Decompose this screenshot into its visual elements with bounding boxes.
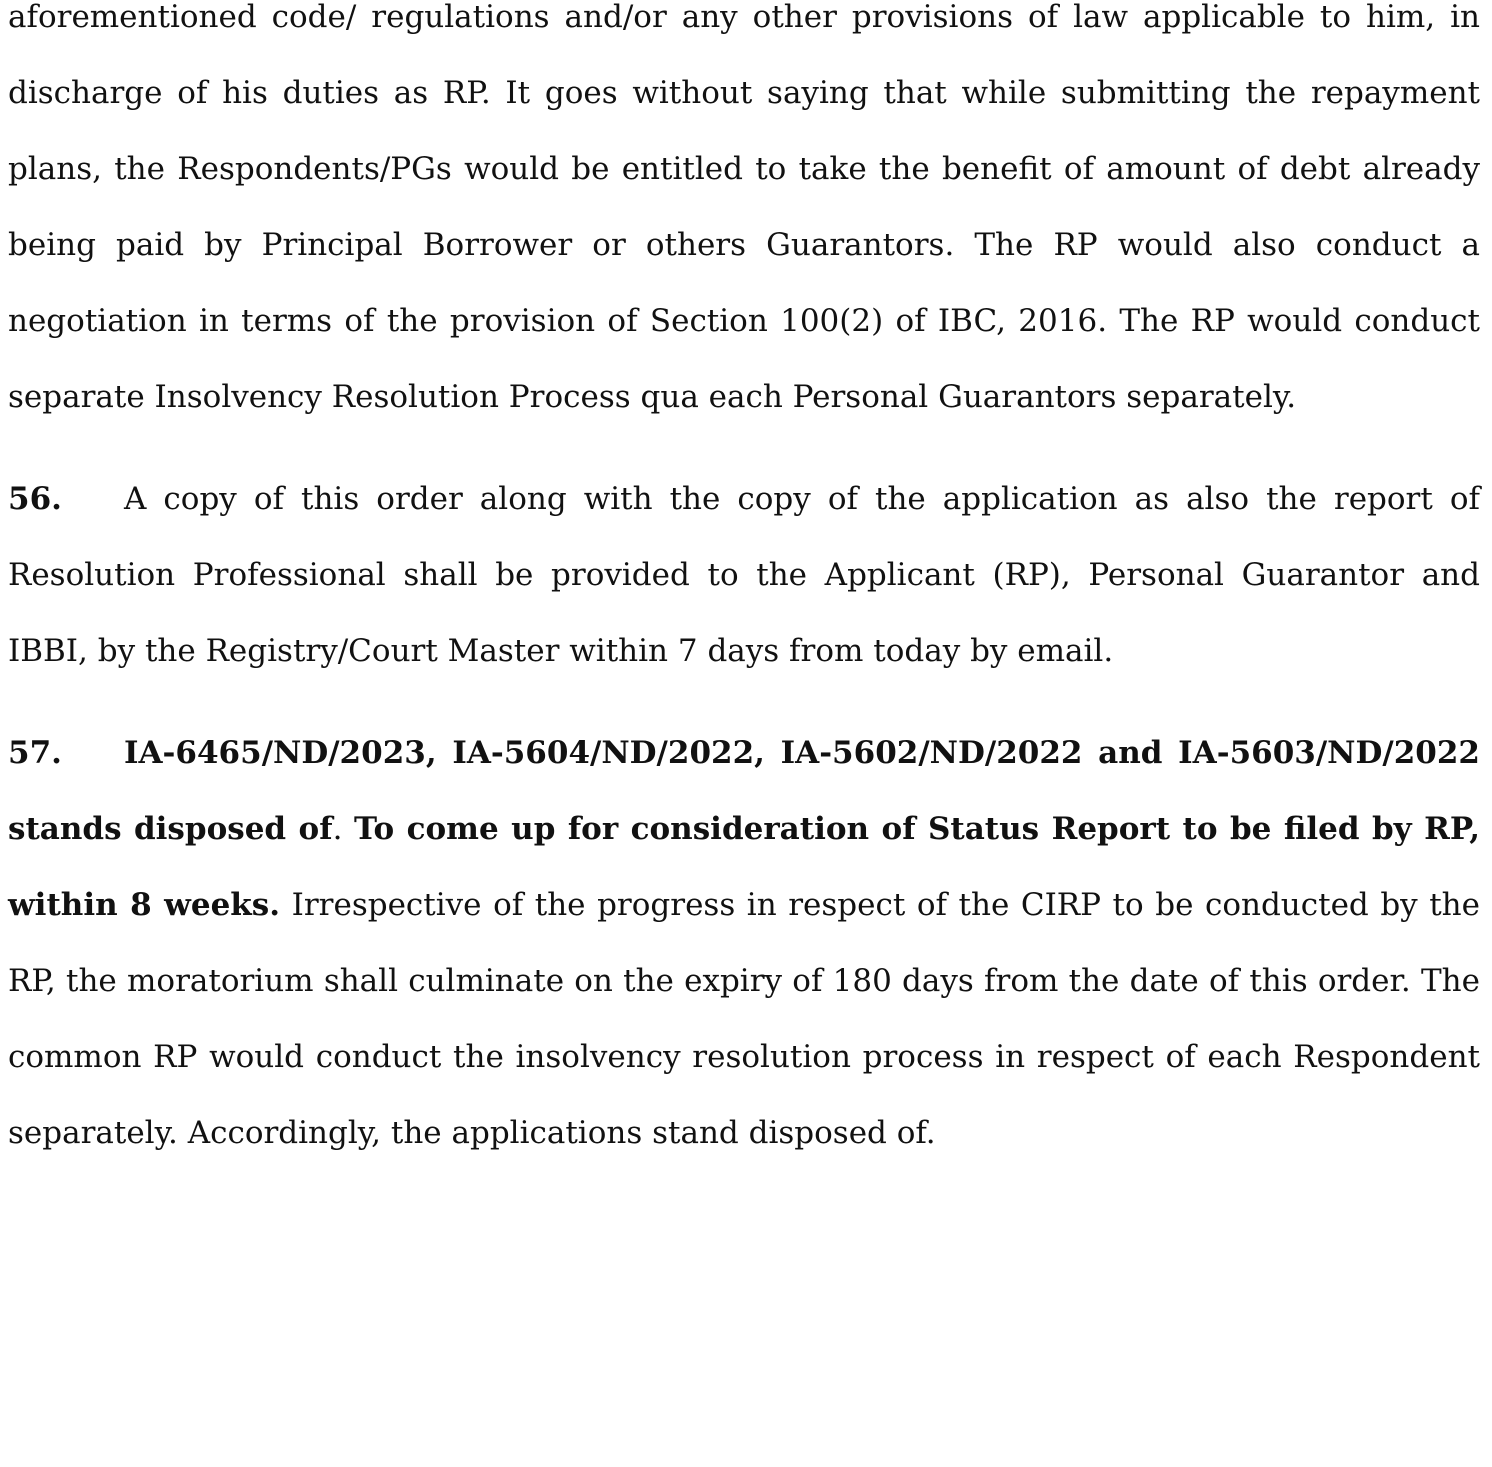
paragraph-57 [8, 715, 1480, 1171]
paragraph-57-period: . [332, 811, 343, 847]
paragraph-gap [8, 435, 1480, 461]
paragraph-57-bold-cases: IA-6465/ND/2023, IA-5604/ND/2022, IA-5602/ND/2022 and IA-5603/ND/2022 stands disposed of [8, 735, 1480, 847]
paragraph-56-text: A copy of this order along with the copy of the application as also the report of Resolution Professional shall be provided to the Applicant (RP), Personal Guarantor and IBBI, by the Registry/Court Master within 7 days from today by email. [8, 481, 1480, 669]
paragraph-continued [8, 0, 1480, 435]
document-page [8, 0, 1480, 1171]
paragraph-continued-text: aforementioned code/ regulations and/or any other provisions of law applicable to him, in discharge of his duties as RP. It goes without saying that while submitting the repayment plans, the Respondents/PGs would be entitled to take the benefit of amount of debt already being paid by Principal Borrower or others Guarantors. The RP would also conduct a negotiation in terms of the provision of Section 100(2) of IBC, 2016. The RP would conduct separate Insolvency Resolution Process qua each Personal Guarantors separately. [8, 0, 1480, 415]
paragraph-gap [8, 689, 1480, 715]
paragraph-number-57: 57. [8, 735, 62, 771]
paragraph-57-text: Irrespective of the progress in respect of the CIRP to be conducted by the RP, the moratorium shall culminate on the expiry of 180 days from the date of this order. The common RP would conduct the insolvency resolution process in respect of each Respondent separately. Accordingly, the applications stand disposed of. [8, 887, 1480, 1151]
paragraph-number-56: 56. [8, 481, 62, 517]
paragraph-57-bold-directive: To come up for consideration of Status Report to be filed by RP, within 8 weeks. [8, 811, 1481, 923]
paragraph-56 [8, 461, 1480, 689]
